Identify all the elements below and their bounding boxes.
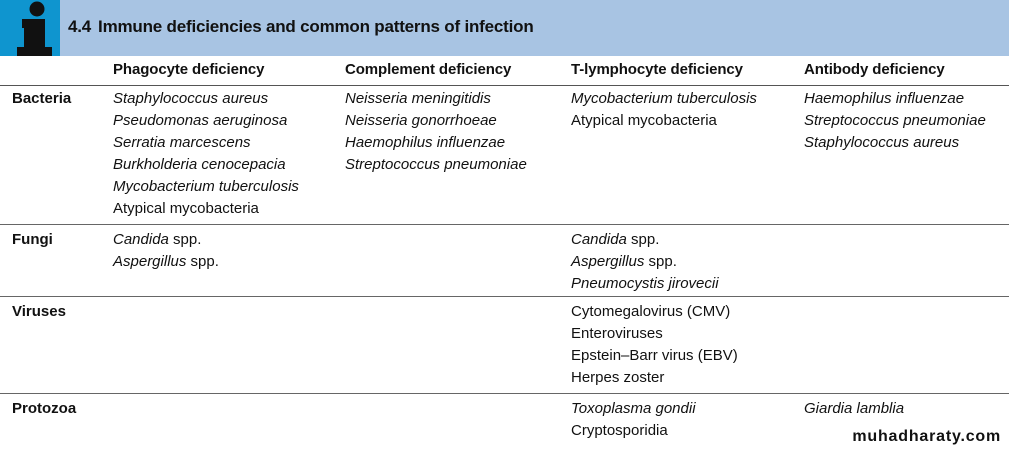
list-item <box>571 229 719 251</box>
species-suffix: spp. <box>644 253 677 270</box>
list-item: Pneumocystis jirovecii <box>571 275 719 292</box>
list-item: Neisseria gonorrhoeae <box>345 112 497 129</box>
list-item: Burkholderia cenocepacia <box>113 156 286 173</box>
cell-protozoa-tlymphocyte <box>571 398 696 442</box>
cell-fungi-tlymphocyte <box>571 229 719 295</box>
list-item: Cryptosporidia <box>571 422 668 439</box>
cell-bacteria-tlymphocyte <box>571 88 757 132</box>
table-number: 4.4 <box>68 17 92 36</box>
species-suffix: spp. <box>626 231 660 248</box>
genus-name: Candida <box>571 231 627 248</box>
genus-name: Aspergillus <box>113 253 187 270</box>
column-header-phagocyte: Phagocyte deficiency <box>113 61 265 78</box>
row-divider <box>0 296 1009 297</box>
row-label-protozoa: Protozoa <box>12 400 77 417</box>
list-item: Mycobacterium tuberculosis <box>113 178 299 195</box>
list-item: Neisseria meningitidis <box>345 90 491 107</box>
list-item: Streptococcus pneumoniae <box>804 112 986 129</box>
genus-name: Candida <box>113 231 169 248</box>
list-item: Herpes zoster <box>571 369 665 386</box>
list-item: Staphylococcus aureus <box>113 90 269 107</box>
table-title <box>68 17 534 37</box>
list-item: Serratia marcescens <box>113 134 251 151</box>
list-item: Cytomegalovirus (CMV) <box>571 303 731 320</box>
list-item: Atypical mycobacteria <box>571 112 717 129</box>
list-item: Enteroviruses <box>571 325 663 342</box>
cell-bacteria-complement <box>345 88 527 176</box>
list-item <box>113 229 219 251</box>
header-divider <box>0 85 1009 86</box>
list-item: Staphylococcus aureus <box>804 134 960 151</box>
row-divider <box>0 393 1009 394</box>
watermark-text: muhadharaty.com <box>852 428 1001 445</box>
list-item: Giardia lamblia <box>804 400 905 417</box>
species-suffix: spp. <box>168 231 202 248</box>
list-item: Epstein–Barr virus (EBV) <box>571 347 738 364</box>
list-item: Mycobacterium tuberculosis <box>571 90 757 107</box>
row-label-bacteria: Bacteria <box>12 90 72 107</box>
list-item: Haemophilus influenzae <box>804 90 965 107</box>
list-item: Streptococcus pneumoniae <box>345 156 527 173</box>
cell-viruses-tlymphocyte <box>571 301 738 389</box>
species-suffix: spp. <box>186 253 219 270</box>
table-header-band <box>0 0 1009 56</box>
list-item: Pseudomonas aeruginosa <box>113 112 288 129</box>
info-icon <box>0 0 60 56</box>
genus-name: Aspergillus <box>571 253 645 270</box>
list-item: Atypical mycobacteria <box>113 200 259 217</box>
column-header-tlymphocyte: T-lymphocyte deficiency <box>571 61 743 78</box>
list-item <box>113 251 219 273</box>
list-item: Haemophilus influenzae <box>345 134 506 151</box>
cell-bacteria-phagocyte <box>113 88 299 220</box>
cell-bacteria-antibody <box>804 88 986 154</box>
list-item <box>571 251 719 273</box>
list-item: Toxoplasma gondii <box>571 400 696 417</box>
cell-protozoa-antibody <box>804 398 904 420</box>
column-header-complement: Complement deficiency <box>345 61 512 78</box>
row-label-fungi: Fungi <box>12 231 53 248</box>
cell-fungi-phagocyte <box>113 229 219 273</box>
row-divider <box>0 224 1009 225</box>
column-header-antibody: Antibody deficiency <box>804 61 945 78</box>
table-title-text: Immune deficiencies and common patterns of infection <box>98 17 534 36</box>
row-label-viruses: Viruses <box>12 303 66 320</box>
